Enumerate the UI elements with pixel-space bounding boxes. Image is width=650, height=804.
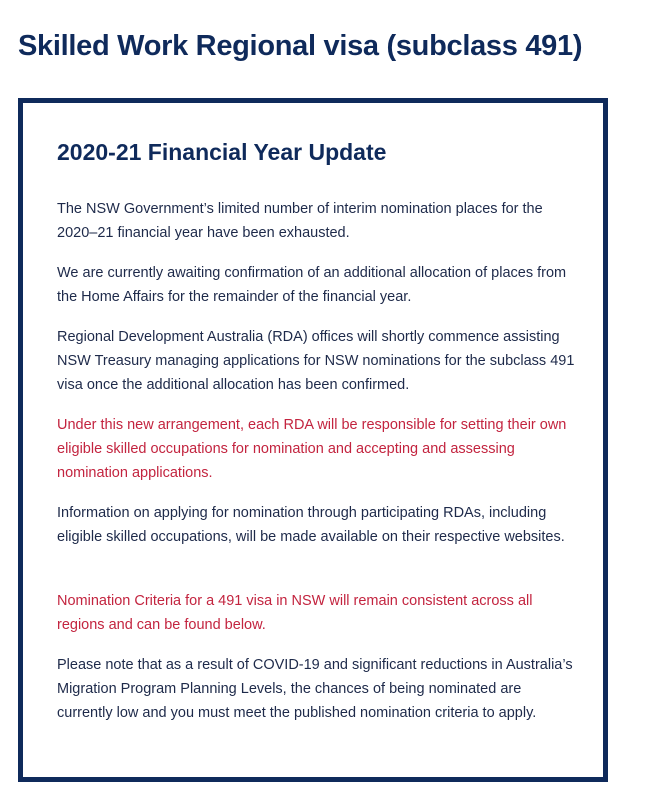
paragraph-awaiting-allocation: We are currently awaiting confirmation of an additional allocation of places from the Home Affairs for the remainder of the financial year.	[57, 265, 567, 305]
update-heading: 2020-21 Financial Year Update	[57, 139, 387, 165]
paragraph-rda-assisting: Regional Development Australia (RDA) offices will shortly commence assisting NSW Treasury managing applications for NSW nominations for the subclass 491 visa once the additional allocation has been confirmed.	[57, 329, 575, 393]
paragraph-nomination-criteria: Nomination Criteria for a 491 visa in NSW will remain consistent across all regions and can be found below.	[57, 593, 533, 633]
paragraph-places-exhausted: The NSW Government’s limited number of interim nomination places for the 2020–21 financial year have been exhausted.	[57, 201, 543, 241]
update-notice-box	[18, 98, 608, 782]
paragraph-covid-note: Please note that as a result of COVID-19 and significant reductions in Australia’s Migration Program Planning Levels, the chances of being nominated are currently low and you must meet the published nomination criteria to apply.	[57, 657, 573, 721]
page-title: Skilled Work Regional visa (subclass 491)	[18, 30, 583, 62]
paragraph-new-arrangement: Under this new arrangement, each RDA will be responsible for setting their own eligible skilled occupations for nomination and accepting and assessing nomination applications.	[57, 417, 567, 481]
paragraph-rda-information: Information on applying for nomination through participating RDAs, including eligible skilled occupations, will be made available on their respective websites.	[57, 505, 565, 545]
